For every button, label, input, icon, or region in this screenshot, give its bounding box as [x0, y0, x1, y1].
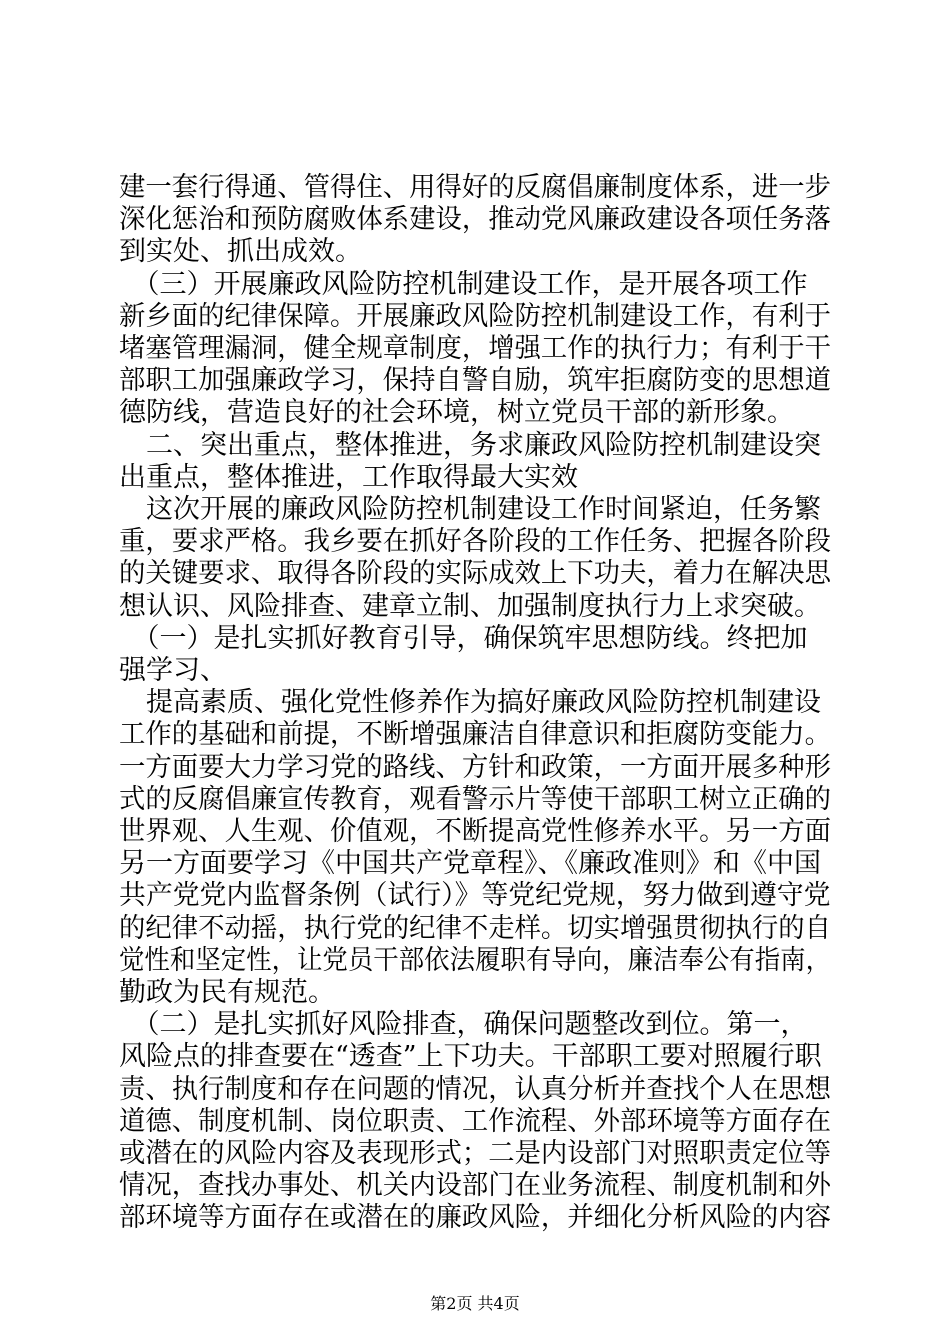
text-line: 共产党党内监督条例（试行）》等党纪党规，努力做到遵守党 — [119, 880, 831, 912]
text-line: 二、突出重点，整体推进，务求廉政风险防控机制建设突 — [119, 429, 821, 461]
text-line: （二）是扎实抓好风险排查，确保问题整改到位。第一， — [119, 1009, 808, 1041]
text-line: 提高素质、强化党性修养作为搞好廉政风险防控机制建设 — [119, 687, 821, 719]
text-line: 部职工加强廉政学习，保持自警自励，筑牢拒腐防变的思想道 — [119, 365, 832, 397]
text-line: 觉性和坚定性，让党员干部依法履职有导向，廉洁奉公有指南， — [119, 944, 832, 976]
text-line: 或潜在的风险内容及表现形式；二是内设部门对照职责定位等 — [119, 1138, 832, 1169]
text-line: （三）开展廉政风险防控机制建设工作，是开展各项工作 — [119, 268, 808, 300]
page-footer: 第2页 共4页 — [430, 1294, 520, 1313]
text-line: 情况，查找办事处、机关内设部门在业务流程、制度机制和外 — [119, 1170, 832, 1202]
text-line: 重，要求严格。我乡要在抓好各阶段的工作任务、把握各阶段 — [119, 526, 832, 558]
text-line: 强学习、 — [119, 655, 227, 686]
text-line: 建一套行得通、管得住、用得好的反腐倡廉制度体系，进一步 — [119, 172, 832, 203]
text-line: 责、执行制度和存在问题的情况，认真分析并查找个人在思想 — [119, 1073, 832, 1105]
text-line: 出重点，整体推进，工作取得最大实效 — [119, 461, 578, 493]
text-line: 堵塞管理漏洞，健全规章制度，增强工作的执行力；有利于干 — [119, 333, 832, 364]
text-line: 想认识、风险排查、建章立制、加强制度执行力上求突破。 — [119, 590, 821, 622]
text-line: 这次开展的廉政风险防控机制建设工作时间紧迫，任务繁 — [119, 494, 821, 525]
text-line: 工作的基础和前提，不断增强廉洁自律意识和拒腐防变能力。 — [119, 719, 832, 751]
text-line: 一方面要大力学习党的路线、方针和政策，一方面开展多种形 — [119, 751, 832, 783]
text-line: 世界观、人生观、价值观，不断提高党性修养水平。另一方面 — [119, 816, 832, 847]
text-line: 风险点的排查要在“透查”上下功夫。干部职工要对照履行职 — [119, 1041, 822, 1073]
text-line: 式的反腐倡廉宣传教育，观看警示片等使干部职工树立正确的 — [119, 783, 832, 815]
text-line: （一）是扎实抓好教育引导，确保筑牢思想防线。终把加 — [119, 622, 808, 654]
text-line: 部环境等方面存在或潜在的廉政风险，并细化分析风险的内容 — [119, 1202, 832, 1234]
text-line: 的关键要求、取得各阶段的实际成效上下功夫，着力在解决思 — [119, 558, 832, 590]
text-line: 的纪律不动摇，执行党的纪律不走样。切实增强贯彻执行的自 — [119, 912, 832, 944]
text-line: 新乡面的纪律保障。开展廉政风险防控机制建设工作，有利于 — [119, 300, 832, 332]
text-line: 勤政为民有规范。 — [119, 977, 335, 1008]
text-line: 道德、制度机制、岗位职责、工作流程、外部环境等方面存在 — [119, 1105, 832, 1137]
text-line: 另一方面要学习《中国共产党章程》、《廉政准则》和《中国 — [119, 848, 821, 880]
text-line: 德防线，营造良好的社会环境，树立党员干部的新形象。 — [119, 397, 794, 429]
text-line: 深化惩治和预防腐败体系建设，推动党风廉政建设各项任务落 — [119, 204, 832, 236]
text-line: 到实处、抓出成效。 — [119, 236, 362, 268]
